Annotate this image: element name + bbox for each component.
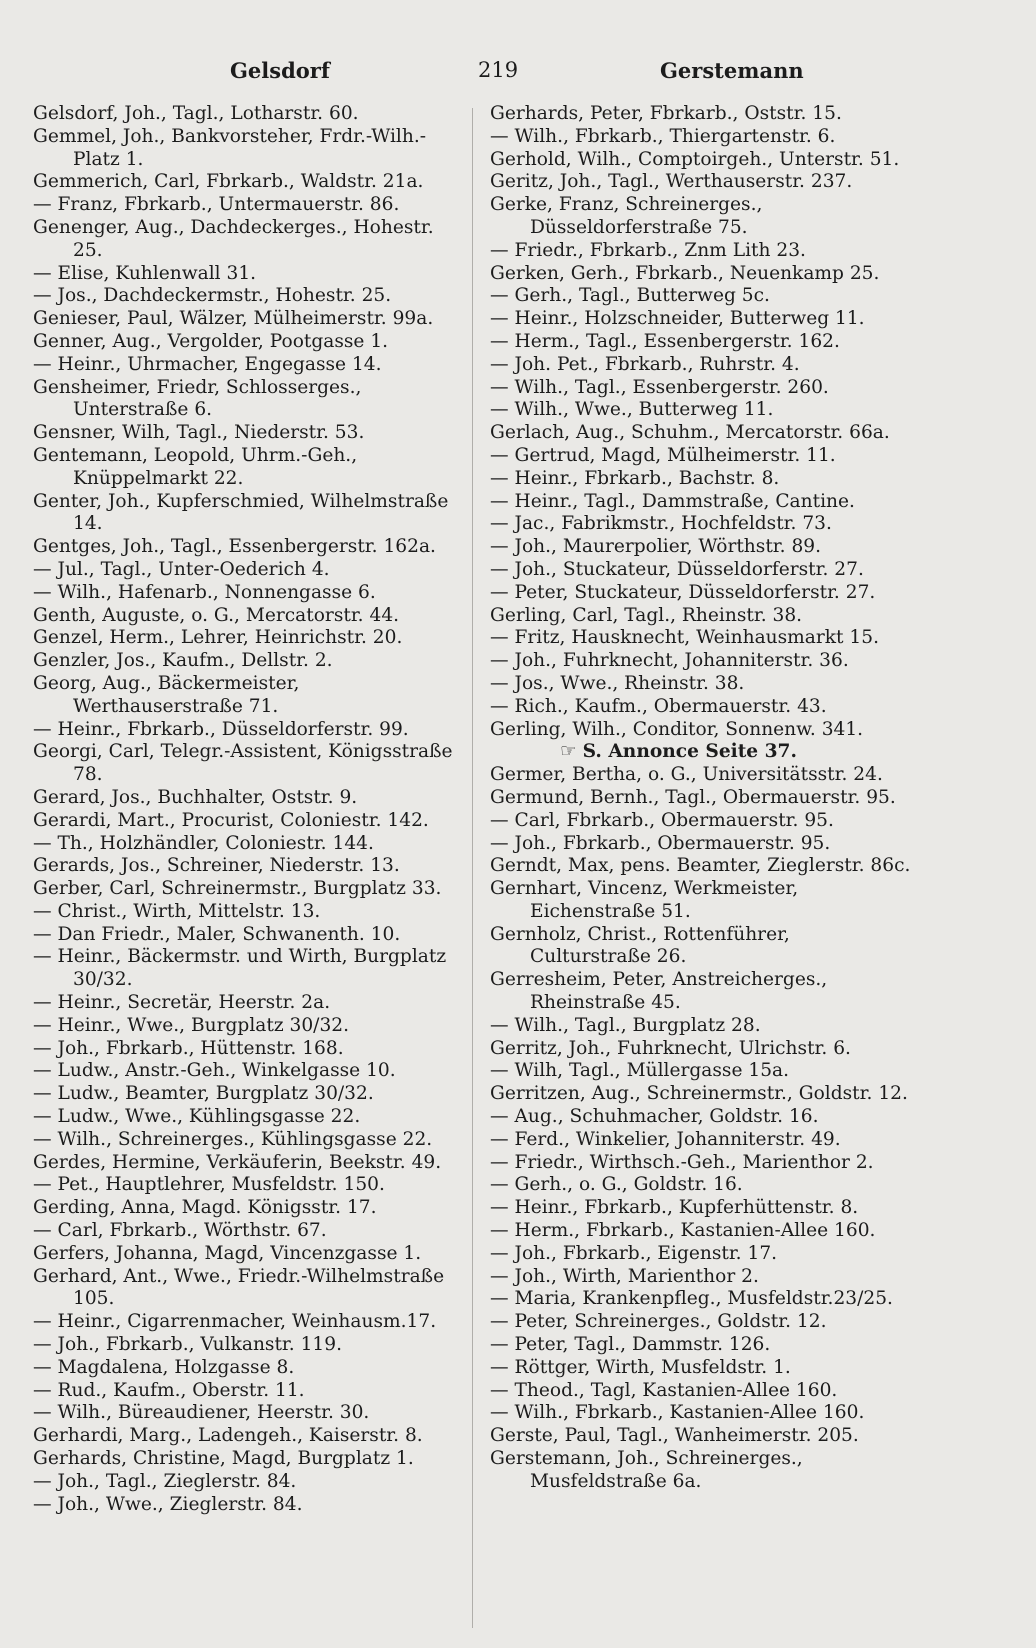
directory-entry: — Pet., Hauptlehrer, Musfeldstr. 150. [33, 1174, 385, 1196]
directory-entry: Georg, Aug., Bäckermeister, Werthauserstraße 71. [33, 672, 300, 717]
directory-entry: Gerard, Jos., Buchhalter, Oststr. 9. [33, 786, 358, 808]
directory-entry: — Wilh., Tagl., Essenbergerstr. 260. [490, 376, 829, 398]
directory-entry: — Jos., Wwe., Rheinstr. 38. [490, 672, 745, 694]
directory-entry: Gemmel, Joh., Bankvorsteher, Frdr.-Wilh.-Platz 1. [33, 125, 427, 170]
header-first-name: Gelsdorf [230, 58, 330, 83]
directory-entry: — Friedr., Fbrkarb., Znm Lith 23. [490, 239, 806, 261]
directory-entry: — Ludw., Anstr.-Geh., Winkelgasse 10. [33, 1060, 396, 1082]
directory-entry: — Heinr., Bäckermstr. und Wirth, Burgplatz 30/32. [33, 946, 447, 991]
directory-entry: — Joh., Fbrkarb., Hüttenstr. 168. [33, 1037, 344, 1059]
directory-entry: Gentges, Joh., Tagl., Essenbergerstr. 162a. [33, 536, 436, 558]
directory-entry: Genenger, Aug., Dachdeckerges., Hohestr. 25. [33, 216, 434, 261]
directory-entry: Germund, Bernh., Tagl., Obermauerstr. 95. [490, 786, 896, 808]
directory-entry: — Rud., Kaufm., Oberstr. 11. [33, 1379, 305, 1401]
directory-entry: — Joh., Fbrkarb., Eigenstr. 17. [490, 1242, 778, 1264]
directory-entry: Genth, Auguste, o. G., Mercatorstr. 44. [33, 604, 400, 626]
directory-entry: — Wilh., Schreinerges., Kühlingsgasse 22. [33, 1128, 433, 1150]
directory-entry: — Herm., Tagl., Essenbergerstr. 162. [490, 330, 840, 352]
directory-entry: Germer, Bertha, o. G., Universitätsstr. 24. [490, 764, 883, 786]
page-header [30, 58, 1006, 92]
directory-entry: Genter, Joh., Kupferschmied, Wilhelmstraße 14. [33, 490, 449, 535]
header-last-name: Gerstemann [660, 58, 804, 83]
directory-entry: — Wilh, Tagl., Müllergasse 15a. [490, 1060, 790, 1082]
directory-entry: Gerken, Gerh., Fbrkarb., Neuenkamp 25. [490, 262, 880, 284]
directory-entry: — Joh., Tagl., Zieglerstr. 84. [33, 1470, 297, 1492]
directory-entry: — Maria, Krankenpfleg., Musfeldstr.23/25. [490, 1288, 893, 1310]
directory-entry: — Wilh., Büreaudiener, Heerstr. 30. [33, 1402, 370, 1424]
directory-entry: — Joh., Stuckateur, Düsseldorferstr. 27. [490, 558, 864, 580]
directory-entry: Gelsdorf, Joh., Tagl., Lotharstr. 60. [33, 103, 359, 124]
directory-entry: — Carl, Fbrkarb., Obermauerstr. 95. [490, 809, 834, 831]
directory-entry: Gerhardi, Marg., Ladengeh., Kaiserstr. 8. [33, 1425, 423, 1447]
left-column [33, 103, 463, 1516]
directory-entry: — Heinr., Uhrmacher, Engegasse 14. [33, 353, 382, 375]
directory-entry: — Theod., Tagl, Kastanien-Allee 160. [490, 1379, 838, 1401]
directory-entry: Gerke, Franz, Schreinerges., Düsseldorferstraße 75. [490, 194, 763, 238]
directory-entry: — Heinr., Cigarrenmacher, Weinhausm.17. [33, 1311, 437, 1333]
directory-entry: Genner, Aug., Vergolder, Pootgasse 1. [33, 330, 389, 352]
column-divider [472, 108, 473, 1628]
directory-entry: Genzel, Herm., Lehrer, Heinrichstr. 20. [33, 627, 403, 649]
directory-entry: — Heinr., Fbrkarb., Düsseldorferstr. 99. [33, 718, 409, 740]
directory-entry: — Magdalena, Holzgasse 8. [33, 1356, 295, 1378]
directory-entry: Gerste, Paul, Tagl., Wanheimerstr. 205. [490, 1425, 859, 1447]
directory-entry: — Wilh., Wwe., Butterweg 11. [490, 399, 774, 421]
directory-entry: — Wilh., Fbrkarb., Kastanien-Allee 160. [490, 1402, 865, 1424]
directory-entry: Gerardi, Mart., Procurist, Coloniestr. 142. [33, 809, 429, 831]
directory-entry: Gerhold, Wilh., Comptoirgeh., Unterstr. 51. [490, 148, 900, 170]
directory-entry: — Heinr., Fbrkarb., Bachstr. 8. [490, 467, 780, 489]
directory-entry: — Joh. Pet., Fbrkarb., Ruhrstr. 4. [490, 353, 800, 375]
directory-entry: — Carl, Fbrkarb., Wörthstr. 67. [33, 1220, 327, 1242]
directory-entry: — Aug., Schuhmacher, Goldstr. 16. [490, 1106, 819, 1128]
annonce-note: S. Annonce Seite 37. [582, 741, 797, 763]
directory-entry: — Ferd., Winkelier, Johanniterstr. 49. [490, 1128, 841, 1150]
directory-entry: — Heinr., Tagl., Dammstraße, Cantine. [490, 490, 855, 512]
directory-entry: — Gerh., Tagl., Butterweg 5c. [490, 285, 770, 307]
directory-entry: — Rich., Kaufm., Obermauerstr. 43. [490, 695, 827, 717]
directory-entry: Gerber, Carl, Schreinermstr., Burgplatz 33. [33, 878, 442, 900]
directory-entry: Gernhart, Vincenz, Werkmeister, Eichenstraße 51. [490, 878, 799, 922]
directory-entry: — Herm., Fbrkarb., Kastanien-Allee 160. [490, 1220, 876, 1242]
directory-entry: Gerlach, Aug., Schuhm., Mercatorstr. 66a. [490, 422, 890, 444]
directory-entry: — Heinr., Wwe., Burgplatz 30/32. [33, 1014, 350, 1036]
directory-entry: — Röttger, Wirth, Musfeldstr. 1. [490, 1356, 791, 1378]
directory-entry: Genieser, Paul, Wälzer, Mülheimerstr. 99a. [33, 308, 434, 330]
directory-entry: Gensner, Wilh, Tagl., Niederstr. 53. [33, 422, 365, 444]
directory-entry: — Jac., Fabrikmstr., Hochfeldstr. 73. [490, 513, 832, 535]
directory-entry: — Joh., Fbrkarb., Vulkanstr. 119. [33, 1334, 342, 1356]
directory-entry: Georgi, Carl, Telegr.-Assistent, Königsstraße 78. [33, 741, 453, 786]
directory-entry: Gerding, Anna, Magd. Königsstr. 17. [33, 1197, 377, 1219]
directory-entry: — Wilh., Hafenarb., Nonnengasse 6. [33, 581, 376, 603]
directory-entry: Gerfers, Johanna, Magd, Vincenzgasse 1. [33, 1242, 422, 1264]
directory-entry: — Peter, Stuckateur, Düsseldorferstr. 27. [490, 581, 876, 603]
directory-entry: Genzler, Jos., Kaufm., Dellstr. 2. [33, 650, 333, 672]
directory-entry: — Heinr., Holzschneider, Butterweg 11. [490, 308, 865, 330]
directory-entry: — Franz, Fbrkarb., Untermauerstr. 86. [33, 194, 400, 216]
directory-entry: — Jos., Dachdeckermstr., Hohestr. 25. [33, 285, 392, 307]
directory-entry: — Th., Holzhändler, Coloniestr. 144. [33, 832, 374, 854]
directory-entry: Gerhards, Peter, Fbrkarb., Oststr. 15. [490, 103, 842, 124]
directory-entry: Gerards, Jos., Schreiner, Niederstr. 13. [33, 855, 400, 877]
directory-entry: — Peter, Schreinerges., Goldstr. 12. [490, 1311, 827, 1333]
directory-entry: — Ludw., Wwe., Kühlingsgasse 22. [33, 1106, 361, 1128]
directory-entry: — Joh., Maurerpolier, Wörthstr. 89. [490, 536, 822, 558]
directory-entry: — Peter, Tagl., Dammstr. 126. [490, 1334, 771, 1356]
directory-entry: — Elise, Kuhlenwall 31. [33, 262, 257, 284]
directory-entry: — Dan Friedr., Maler, Schwanenth. 10. [33, 923, 401, 945]
directory-entry: Gerresheim, Peter, Anstreicherges., Rheinstraße 45. [490, 969, 828, 1014]
directory-entry: — Ludw., Beamter, Burgplatz 30/32. [33, 1083, 374, 1105]
directory-entry: — Joh., Fbrkarb., Obermauerstr. 95. [490, 832, 831, 854]
directory-entry: — Joh., Wwe., Zieglerstr. 84. [33, 1493, 303, 1515]
directory-entry: Gerritzen, Aug., Schreinermstr., Goldstr. 12. [490, 1083, 908, 1105]
directory-entry: Gemmerich, Carl, Fbrkarb., Waldstr. 21a. [33, 171, 424, 193]
directory-entry: — Heinr., Secretär, Heerstr. 2a. [33, 992, 331, 1014]
directory-entry: — Wilh., Fbrkarb., Thiergartenstr. 6. [490, 125, 836, 147]
directory-entry: — Fritz, Hausknecht, Weinhausmarkt 15. [490, 627, 879, 649]
directory-entry: Gerdes, Hermine, Verkäuferin, Beekstr. 49. [33, 1151, 442, 1173]
directory-entry: Gerling, Wilh., Conditor, Sonnenw. 341. [490, 718, 864, 740]
right-column [490, 103, 915, 1494]
directory-entry: — Jul., Tagl., Unter-Oederich 4. [33, 558, 330, 580]
directory-entry: — Friedr., Wirthsch.-Geh., Marienthor 2. [490, 1151, 874, 1173]
directory-entry: — Wilh., Tagl., Burgplatz 28. [490, 1014, 761, 1036]
directory-entry: Gerndt, Max, pens. Beamter, Zieglerstr. 86c. [490, 855, 911, 877]
directory-entry: — Gertrud, Magd, Mülheimerstr. 11. [490, 444, 836, 466]
directory-entry: Geritz, Joh., Tagl., Werthauserstr. 237. [490, 171, 853, 193]
directory-entry: — Gerh., o. G., Goldstr. 16. [490, 1174, 743, 1196]
page-number: 219 [478, 58, 519, 82]
directory-entry: Gentemann, Leopold, Uhrm.-Geh., Knüppelmarkt 22. [33, 444, 358, 489]
directory-entry: — Joh., Wirth, Marienthor 2. [490, 1265, 759, 1287]
directory-entry: — Joh., Fuhrknecht, Johanniterstr. 36. [490, 650, 849, 672]
pointing-hand-icon: ☞ [560, 741, 577, 763]
directory-entry: Gerstemann, Joh., Schreinerges., Musfeldstraße 6a. [490, 1448, 803, 1492]
directory-entry: — Christ., Wirth, Mittelstr. 13. [33, 900, 321, 922]
directory-entry: Gerling, Carl, Tagl., Rheinstr. 38. [490, 604, 803, 626]
directory-entry: — Heinr., Fbrkarb., Kupferhüttenstr. 8. [490, 1197, 859, 1219]
directory-entry: Gensheimer, Friedr, Schlosserges., Unterstraße 6. [33, 376, 362, 421]
directory-entry: Gerhard, Ant., Wwe., Friedr.-Wilhelmstraße 105. [33, 1265, 445, 1310]
directory-entry: Gerhards, Christine, Magd, Burgplatz 1. [33, 1448, 414, 1470]
directory-entry [490, 741, 915, 764]
directory-entry: Gernholz, Christ., Rottenführer, Culturstraße 26. [490, 923, 790, 968]
directory-entry: Gerritz, Joh., Fuhrknecht, Ulrichstr. 6. [490, 1037, 851, 1059]
